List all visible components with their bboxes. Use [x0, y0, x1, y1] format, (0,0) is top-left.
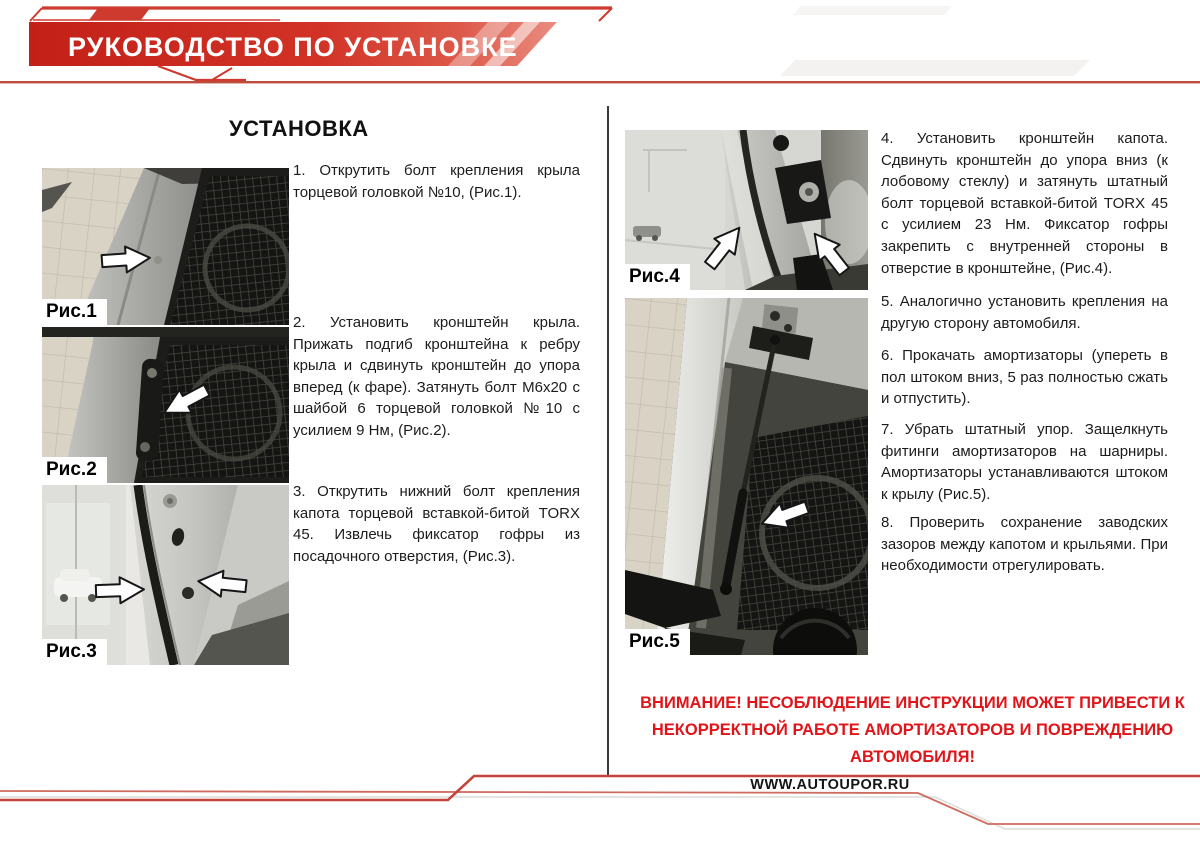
- figure-label: Рис.5: [625, 629, 690, 655]
- figure-4-photo: [625, 130, 868, 290]
- figure-1-photo: [42, 168, 289, 325]
- section-title: УСТАНОВКА: [229, 116, 369, 141]
- hood-bolt-photo-illustration: [42, 485, 289, 665]
- column-divider: [607, 106, 609, 776]
- figure-3-photo: [42, 485, 289, 665]
- step-8: 8. Проверить сохранение заводских зазоров между капотом и крыльями. При необходимости отрегулировать.: [881, 514, 1168, 575]
- figure-2-photo: [42, 327, 289, 483]
- step-1: 1. Открутить болт крепления крыла торцевой головкой №10, (Рис.1).: [293, 162, 580, 201]
- figure-label: Рис.4: [625, 264, 690, 290]
- step-4: 4. Установить кронштейн капота. Сдвинуть кронштейн до упора вниз (к лобовому стеклу) и затянуть штатный болт торцевой вставкой-битой TORX 45 с усилием 23 Нм. Фиксатор гофры закрепить с внутренней стороны в отверстие в кронштейне, (Рис.4).: [881, 130, 1168, 277]
- figure-label: Рис.1: [42, 299, 107, 325]
- warning-text: ВНИМАНИЕ! НЕСОБЛЮДЕНИЕ ИНСТРУКЦИИ МОЖЕТ ПРИВЕСТИ К НЕКОРРЕКТНОЙ РАБОТЕ АМОРТИЗАТОРОВ И ПОВРЕЖДЕНИЮ АВТОМОБИЛЯ!: [640, 694, 1185, 766]
- step-5: 5. Аналогично установить крепления на другую сторону автомобиля.: [881, 293, 1168, 332]
- step-7: 7. Убрать штатный упор. Защелкнуть фитинги амортизаторов на шарниры. Амортизаторы устанавливаются штоком к крылу (Рис.5).: [881, 421, 1168, 503]
- page-header-title: РУКОВОДСТВО ПО УСТАНОВКЕ: [68, 32, 518, 62]
- figure-label: Рис.2: [42, 457, 107, 483]
- figure-5-photo: [625, 298, 868, 655]
- footer-divider-lines: [0, 760, 1200, 848]
- footer-website-link[interactable]: WWW.AUTOUPOR.RU: [750, 777, 910, 793]
- gas-strut-photo-illustration: [625, 298, 868, 655]
- step-2: 2. Установить кронштейн крыла. Прижать подгиб кронштейна к ребру крыла и сдвинуть кронштейн до упора вперед (к фаре). Затянуть болт М6х20 с шайбой 6 торцевой головкой №10 с усилием 9 Нм, (Рис.2).: [293, 314, 580, 439]
- figure-label: Рис.3: [42, 639, 107, 665]
- step-3: 3. Открутить нижний болт крепления капота торцевой вставкой-битой TORX 45. Извлечь фиксатор гофры из посадочного отверстия, (Рис.3).: [293, 483, 580, 565]
- step-6: 6. Прокачать амортизаторы (упереть в пол штоком вниз, 5 раз полностью сжать и отпустить).: [881, 347, 1168, 408]
